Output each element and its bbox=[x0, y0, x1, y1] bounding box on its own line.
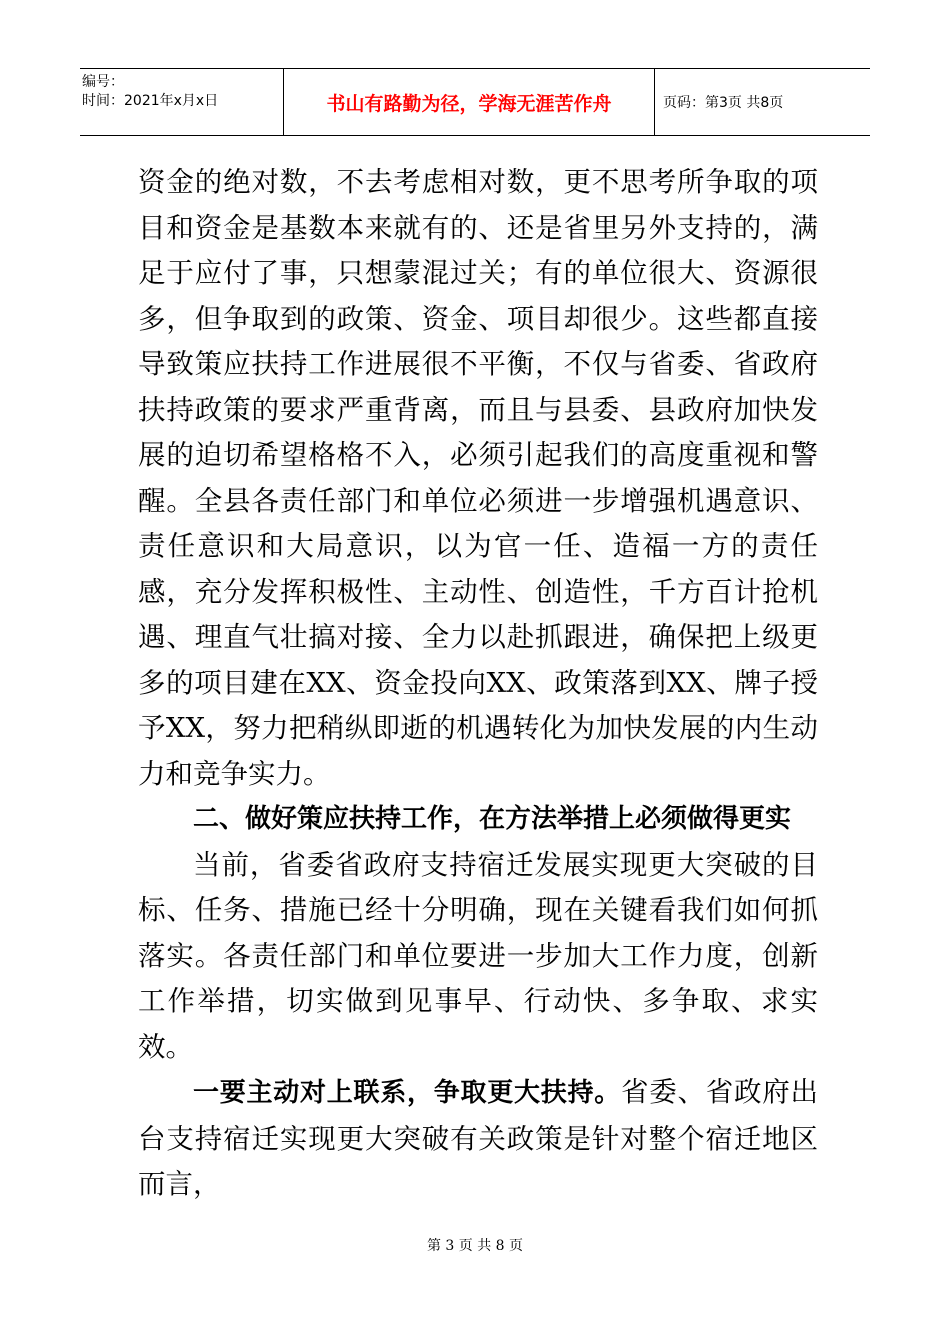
page-header bbox=[80, 68, 870, 136]
document-body bbox=[138, 160, 818, 1208]
paragraph-3 bbox=[138, 1070, 818, 1208]
header-meta bbox=[80, 69, 283, 135]
paragraph-3-lead: 一要主动对上联系，争取更大扶持。 bbox=[193, 1078, 621, 1108]
section-heading-2: 二、做好策应扶持工作，在方法举措上必须做得更实 bbox=[193, 804, 792, 834]
paragraph-2: 当前，省委省政府支持宿迁发展实现更大突破的目标、任务、措施已经十分明确，现在关键看我们如何抓落实。各责任部门和单位要进一步加大工作力度，创新工作举措，切实做到见事早、行动快、多争取、求实效。 bbox=[138, 848, 818, 1063]
header-page-info: 页码：第3页 共8页 bbox=[663, 95, 784, 111]
header-motto: 书山有路勤为径，学海无涯苦作舟 bbox=[326, 92, 612, 115]
page-footer: 第 3 页 共 8 页 bbox=[426, 1238, 524, 1254]
header-motto-cell bbox=[283, 69, 655, 135]
paragraph-3-text: 省委、省政府出台支持宿迁实现更大突破有关政策是针对整个宿迁地区而言， bbox=[138, 1076, 818, 1200]
document-date-label: 时间：2021年x月x日 bbox=[82, 93, 219, 109]
document-number-label: 编号： bbox=[82, 74, 124, 90]
paragraph-1: 资金的绝对数，不去考虑相对数，更不思考所争取的项目和资金是基数本来就有的、还是省里另外支持的，满足于应付了事，只想蒙混过关；有的单位很大、资源很多，但争取到的政策、资金、项目却很少。这些都直接导致策应扶持工作进展很不平衡，不仅与省委、省政府扶持政策的要求严重背离，而且与县委、县政府加快发展的迫切希望格格不入，必须引起我们的高度重视和警醒。全县各责任部门和单位必须进一步增强机遇意识、责任意识和大局意识，以为官一任、造福一方的责任感，充分发挥积极性、主动性、创造性，千方百计抢机遇、理直气壮搞对接、全力以赴抓跟进，确保把上级更多的项目建在XX、资金投向XX、政策落到XX、牌子授予XX，努力把稍纵即逝的机遇转化为加快发展的内生动力和竞争实力。 bbox=[138, 166, 818, 790]
